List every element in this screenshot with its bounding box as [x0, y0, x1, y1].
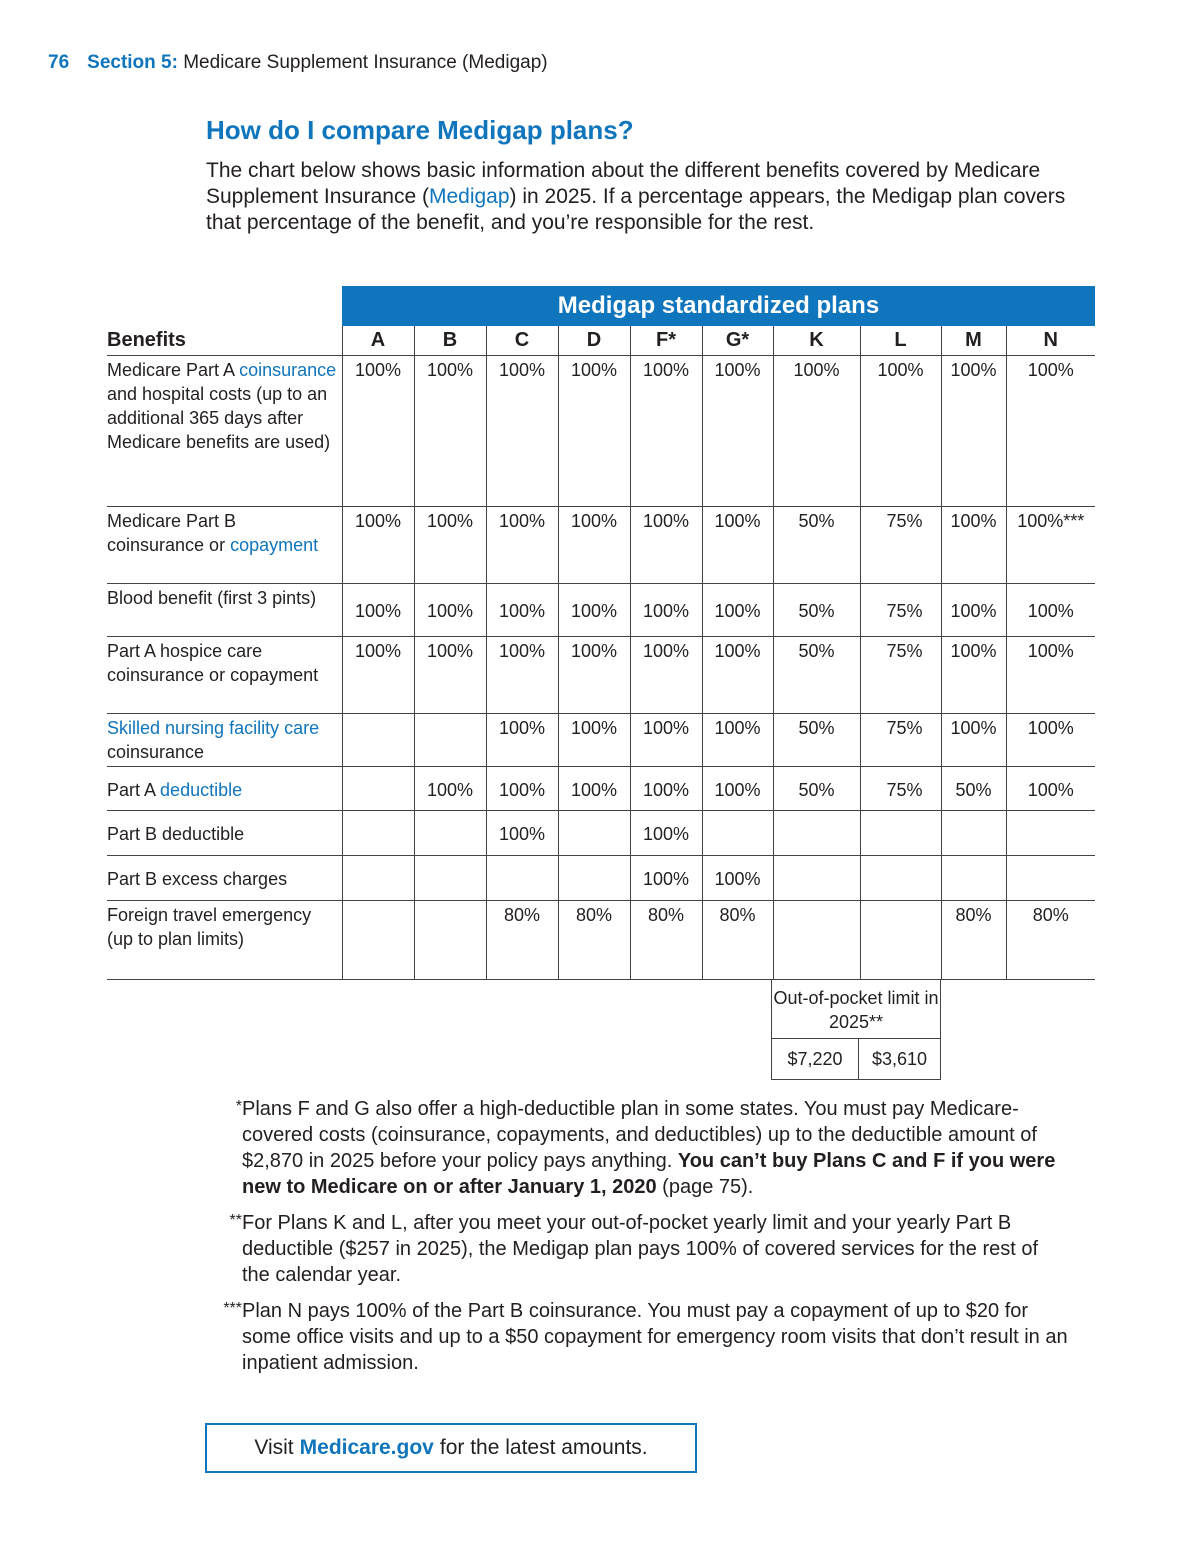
benefit-text: Part A — [107, 779, 161, 800]
cell-value: 100% — [558, 767, 630, 811]
cell-value — [342, 901, 414, 980]
intro-paragraph — [206, 158, 1076, 236]
cell-value: 100% — [702, 767, 773, 811]
benefit-label — [107, 356, 342, 507]
cell-value: 100% — [702, 356, 773, 507]
cell-value: 100% — [630, 507, 702, 584]
table-row — [107, 637, 1095, 714]
medigap-glossary-link[interactable]: Medigap — [428, 185, 510, 208]
oop-label: Out-of-pocket limit in 2025** — [772, 980, 940, 1039]
cell-value: 100% — [486, 637, 558, 714]
benefit-text: Foreign travel emergency (up to plan limits) — [107, 905, 312, 949]
cell-value: 100%*** — [1006, 507, 1095, 584]
footnote-text: For Plans K and L, after you meet your out-of-pocket yearly limit and your yearly Part B deductible ($257 in 2025), the Medigap plan pays 100% of covered services for the rest of the calendar year. — [242, 1212, 1039, 1286]
out-of-pocket-limit-box — [771, 980, 941, 1080]
cell-value: 100% — [630, 356, 702, 507]
cell-value — [1006, 856, 1095, 901]
benefit-text: coinsurance — [107, 742, 205, 762]
benefit-label — [107, 714, 342, 767]
cell-value: 100% — [941, 637, 1006, 714]
cell-value: 100% — [630, 811, 702, 856]
cell-value: 100% — [342, 507, 414, 584]
plans-header-row — [107, 326, 1095, 356]
cell-value: 100% — [342, 584, 414, 637]
table-row — [107, 356, 1095, 507]
cell-value — [773, 856, 860, 901]
cell-value — [773, 901, 860, 980]
section-label: Section 5: — [87, 52, 178, 73]
cell-value: 50% — [773, 714, 860, 767]
cell-value: 80% — [941, 901, 1006, 980]
coinsurance-glossary-link[interactable]: coinsurance — [239, 360, 337, 380]
cell-value: 100% — [414, 637, 486, 714]
cell-value: 100% — [702, 584, 773, 637]
cell-value — [486, 856, 558, 901]
benefit-label — [107, 507, 342, 584]
cell-value: 100% — [702, 714, 773, 767]
footnote-text: Plans F and G also offer a high-deductible plan in some states. You must pay Medicare-covered costs (coinsurance, copayments, and deductibles) up to the deductible amount of $2,870 in 2025 before your policy pays anything. — [242, 1098, 1037, 1172]
cell-value: 100% — [702, 856, 773, 901]
cell-value: 80% — [1006, 901, 1095, 980]
cell-value: 100% — [414, 507, 486, 584]
cell-value: 100% — [342, 356, 414, 507]
cell-value: 100% — [941, 356, 1006, 507]
plan-header-c: C — [486, 326, 558, 356]
table-row — [107, 811, 1095, 856]
copayment-glossary-link[interactable]: copayment — [230, 535, 319, 555]
table-row — [107, 767, 1095, 811]
cell-value: 100% — [1006, 637, 1095, 714]
medicare-gov-link[interactable]: Medicare.gov — [299, 1436, 434, 1459]
cell-value — [342, 811, 414, 856]
cell-value: 75% — [860, 584, 941, 637]
cell-value — [860, 811, 941, 856]
cell-value — [558, 811, 630, 856]
cell-value: 50% — [773, 507, 860, 584]
cell-value — [342, 767, 414, 811]
benefit-label — [107, 767, 342, 811]
benefit-label — [107, 637, 342, 714]
cell-value: 75% — [860, 714, 941, 767]
benefit-text: Medicare Part A — [107, 360, 240, 380]
cell-value: 100% — [558, 584, 630, 637]
footnote-double-asterisk — [210, 1210, 1070, 1288]
cell-value — [860, 901, 941, 980]
cell-value — [414, 901, 486, 980]
cell-value — [342, 856, 414, 901]
cell-value — [414, 714, 486, 767]
plan-header-b: B — [414, 326, 486, 356]
cell-value — [414, 811, 486, 856]
cell-value: 50% — [941, 767, 1006, 811]
benefit-text: Blood benefit (first 3 pints) — [107, 588, 317, 608]
page-header — [48, 52, 548, 74]
cell-value — [860, 856, 941, 901]
cell-value — [558, 856, 630, 901]
plan-header-n: N — [1006, 326, 1095, 356]
plans-banner: Medigap standardized plans — [342, 286, 1095, 326]
visit-post-text: for the latest amounts. — [439, 1436, 648, 1459]
cell-value: 100% — [558, 637, 630, 714]
oop-plan-k-value: $7,220 — [772, 1039, 859, 1079]
cell-value: 75% — [860, 637, 941, 714]
cell-value: 100% — [773, 356, 860, 507]
cell-value: 100% — [941, 584, 1006, 637]
table-row — [107, 856, 1095, 901]
cell-value: 100% — [702, 507, 773, 584]
benefit-text: Part A hospice care coinsurance or copayment — [107, 641, 319, 685]
plan-header-a: A — [342, 326, 414, 356]
plan-header-l: L — [860, 326, 941, 356]
footnote-mark: * — [235, 1098, 242, 1115]
intro-text: The chart below shows basic information about the different benefits covered by Medicare Supplement Insurance ( — [206, 159, 1041, 208]
benefit-label — [107, 811, 342, 856]
cell-value — [1006, 811, 1095, 856]
benefit-label — [107, 856, 342, 901]
benefit-text: Part B deductible — [107, 824, 245, 844]
cell-value: 100% — [486, 584, 558, 637]
cell-value: 80% — [702, 901, 773, 980]
plan-header-f: F* — [630, 326, 702, 356]
visit-medicare-callout — [205, 1423, 697, 1473]
cell-value: 100% — [630, 584, 702, 637]
section-title: Medicare Supplement Insurance (Medigap) — [183, 52, 548, 73]
skilled-nursing-glossary-link[interactable]: Skilled nursing facility care — [107, 718, 320, 738]
cell-value — [941, 856, 1006, 901]
footnote-triple-asterisk — [210, 1298, 1070, 1376]
cell-value: 100% — [630, 856, 702, 901]
table-row — [107, 714, 1095, 767]
table-row — [107, 507, 1095, 584]
cell-value: 100% — [630, 637, 702, 714]
cell-value: 100% — [558, 356, 630, 507]
cell-value — [342, 714, 414, 767]
cell-value — [941, 811, 1006, 856]
cell-value: 100% — [486, 356, 558, 507]
benefit-label — [107, 584, 342, 637]
footnote-mark: ** — [229, 1212, 242, 1229]
plan-header-m: M — [941, 326, 1006, 356]
cell-value: 100% — [486, 811, 558, 856]
footnote-text: Plan N pays 100% of the Part B coinsurance. You must pay a copayment of up to $20 for some office visits and up to a $50 copayment for emergency room visits that don’t result in an inpatient admission. — [242, 1300, 1068, 1374]
cell-value — [414, 856, 486, 901]
cell-value: 50% — [773, 584, 860, 637]
benefit-label — [107, 901, 342, 980]
cell-value: 75% — [860, 767, 941, 811]
cell-value: 100% — [630, 767, 702, 811]
cell-value: 100% — [414, 767, 486, 811]
intro-text-cont: ) in 2025. If a percentage appears, the Medigap plan covers that percentage of the benefit, and you’re responsible for the rest. — [206, 185, 1066, 234]
cell-value: 50% — [773, 637, 860, 714]
footnote-mark: *** — [223, 1300, 242, 1317]
cell-value: 100% — [1006, 767, 1095, 811]
cell-value: 75% — [860, 507, 941, 584]
plan-header-k: K — [773, 326, 860, 356]
cell-value: 100% — [486, 507, 558, 584]
cell-value — [702, 811, 773, 856]
footnotes — [210, 1096, 1070, 1386]
page-heading: How do I compare Medigap plans? — [206, 115, 634, 145]
cell-value: 80% — [486, 901, 558, 980]
plans-table — [107, 326, 1095, 980]
table-row — [107, 901, 1095, 980]
cell-value: 100% — [1006, 356, 1095, 507]
benefits-header: Benefits — [107, 326, 342, 356]
footnote-bold-text: You can’t buy Plans C and F if you were new to Medicare on or after January 1, 2020 — [242, 1150, 1056, 1198]
table-row — [107, 584, 1095, 637]
cell-value — [773, 811, 860, 856]
cell-value: 100% — [1006, 714, 1095, 767]
benefit-text: and hospital costs (up to an additional 365 days after Medicare benefits are used) — [107, 384, 331, 452]
oop-plan-l-value: $3,610 — [871, 1049, 928, 1069]
cell-value: 100% — [558, 714, 630, 767]
cell-value: 100% — [486, 714, 558, 767]
footnote-single-asterisk — [210, 1096, 1070, 1200]
plan-header-g: G* — [702, 326, 773, 356]
cell-value: 80% — [630, 901, 702, 980]
cell-value: 100% — [941, 714, 1006, 767]
cell-value: 80% — [558, 901, 630, 980]
cell-value: 100% — [558, 507, 630, 584]
plan-header-d: D — [558, 326, 630, 356]
footnote-text-after: (page 75). — [656, 1176, 754, 1198]
page-number: 76 — [48, 52, 70, 73]
cell-value: 100% — [414, 584, 486, 637]
benefit-text: Part B excess charges — [107, 869, 288, 889]
deductible-glossary-link[interactable]: deductible — [160, 779, 243, 800]
cell-value: 100% — [1006, 584, 1095, 637]
benefit-text: Medicare Part B coinsurance or — [107, 511, 237, 555]
cell-value: 100% — [630, 714, 702, 767]
cell-value: 100% — [702, 637, 773, 714]
cell-value: 100% — [860, 356, 941, 507]
cell-value: 100% — [486, 767, 558, 811]
cell-value: 100% — [941, 507, 1006, 584]
visit-pre-text: Visit — [254, 1436, 294, 1459]
cell-value: 100% — [342, 637, 414, 714]
cell-value: 100% — [414, 356, 486, 507]
cell-value: 50% — [773, 767, 860, 811]
